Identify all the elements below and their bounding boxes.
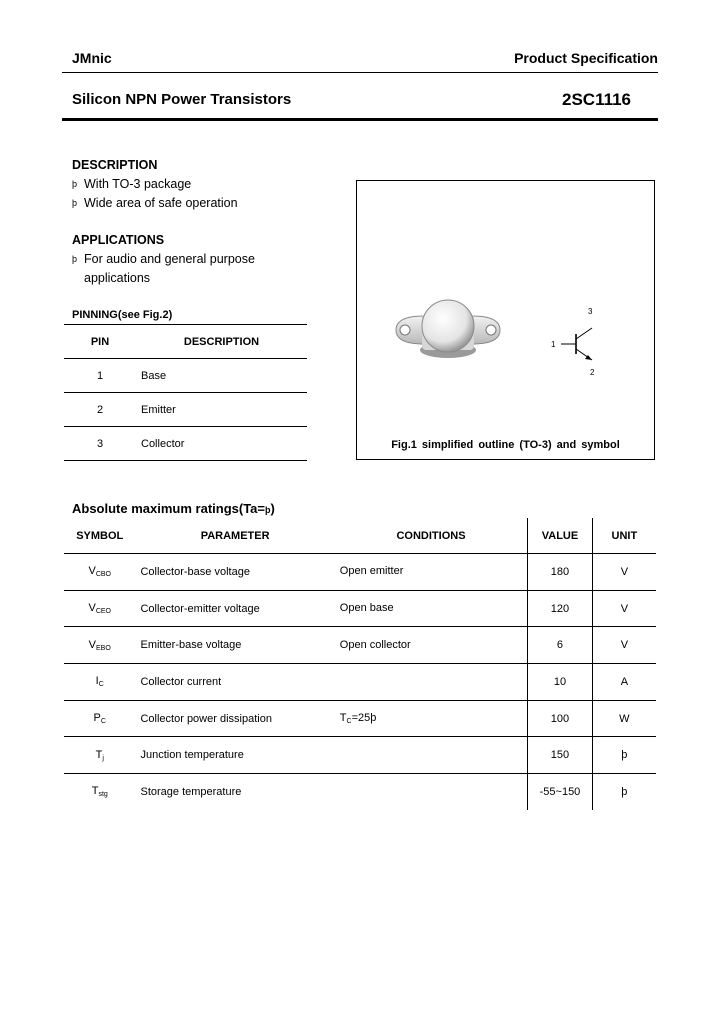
parameter-cell: Collector-base voltage [135,554,334,591]
unit-cell: þ [592,774,656,810]
bullet-mark: þ [72,254,78,264]
base-pin-label: 1 [551,340,556,349]
table-row [64,627,656,664]
symbol-cell: $V_{CEO}$ [64,590,135,627]
column-header-parameter: PARAMETER [135,518,334,554]
value-cell: 6 [528,627,593,664]
unit-cell: W [592,700,656,737]
conditions-cell [335,664,528,701]
product-line-title: Silicon NPN Power Transistors [72,91,292,108]
conditions-cell: Open collector [335,627,528,664]
part-number: 2SC1116 [562,90,632,109]
value-cell: 100 [528,700,593,737]
description-heading: DESCRIPTION [72,158,158,172]
symbol-cell: $I_C$ [64,664,135,701]
symbol-cell: $V_{EBO}$ [64,627,135,664]
column-header-description: DESCRIPTION [136,325,307,359]
unit-cell: A [592,664,656,701]
npn-transistor-symbol [546,302,616,376]
bullet-mark: þ [72,179,78,189]
pin-description: Collector [136,427,307,461]
unit-cell: V [592,554,656,591]
unit-cell: þ [592,737,656,774]
parameter-cell: Collector current [135,664,334,701]
table-row [64,359,307,393]
column-header-pin: PIN [64,325,136,359]
emitter-pin-label: 2 [590,368,595,376]
applications-item: þ For audio and general purpose [72,252,255,266]
pin-description: Emitter [136,393,307,427]
pinning-table [64,324,307,461]
bullet-mark: þ [72,198,78,208]
applications-item-continued: applications [84,271,151,285]
unit-cell: V [592,590,656,627]
ratings-heading: Absolute maximum ratings(Ta=þ) [72,501,275,516]
value-cell: 10 [528,664,593,701]
symbol-cell: $T_j$ [64,737,135,774]
parameter-cell: Junction temperature [135,737,334,774]
header-divider [62,72,658,73]
parameter-cell: Emitter-base voltage [135,627,334,664]
column-header-symbol: SYMBOL [64,518,135,554]
symbol-cell: $T_{stg}$ [91,785,108,799]
conditions-cell [335,737,528,774]
conditions-cell: $T_C=25þ$ [335,700,528,737]
ratings-table [64,518,656,810]
applications-heading: APPLICATIONS [72,233,165,247]
symbol-cell: $P_C$ [64,700,135,737]
conditions-cell: Open emitter [335,554,528,591]
document-type: Product Specification [514,50,658,66]
symbol-cell: $V_{CBO}$ [64,554,135,591]
pin-number: 1 [64,359,136,393]
table-row [64,427,307,461]
table-row [64,554,656,591]
title-divider [62,118,658,121]
value-cell: 120 [528,590,593,627]
conditions-cell: Open base [335,590,528,627]
value-cell: 180 [528,554,593,591]
table-header-row [64,325,307,359]
table-header-row [64,518,656,554]
table-row [64,737,656,774]
value-cell: -55~150 [528,774,593,810]
column-header-conditions: CONDITIONS [335,518,528,554]
pin-number: 3 [64,427,136,461]
pin-description: Base [136,359,307,393]
column-header-unit: UNIT [592,518,656,554]
to3-package-image [390,292,506,368]
unit-cell: V [592,627,656,664]
parameter-cell: Storage temperature [140,785,242,798]
company-name: JMnic [72,50,112,66]
table-row [64,700,656,737]
figure-caption: Fig.1 simplified outline (TO-3) and symbol [391,439,620,451]
value-cell: 150 [528,737,593,774]
description-item: þ Wide area of safe operation [72,196,238,210]
table-row [64,774,656,810]
table-row [64,664,656,701]
parameter-cell: Collector power dissipation [135,700,334,737]
pinning-heading: PINNING(see Fig.2) [72,309,173,321]
table-row [64,393,307,427]
table-row [64,590,656,627]
parameter-cell: Collector-emitter voltage [135,590,334,627]
collector-pin-label: 3 [588,307,593,316]
column-header-value: VALUE [528,518,593,554]
pin-number: 2 [64,393,136,427]
conditions-cell [335,774,528,810]
description-item: þ With TO-3 package [72,177,192,191]
